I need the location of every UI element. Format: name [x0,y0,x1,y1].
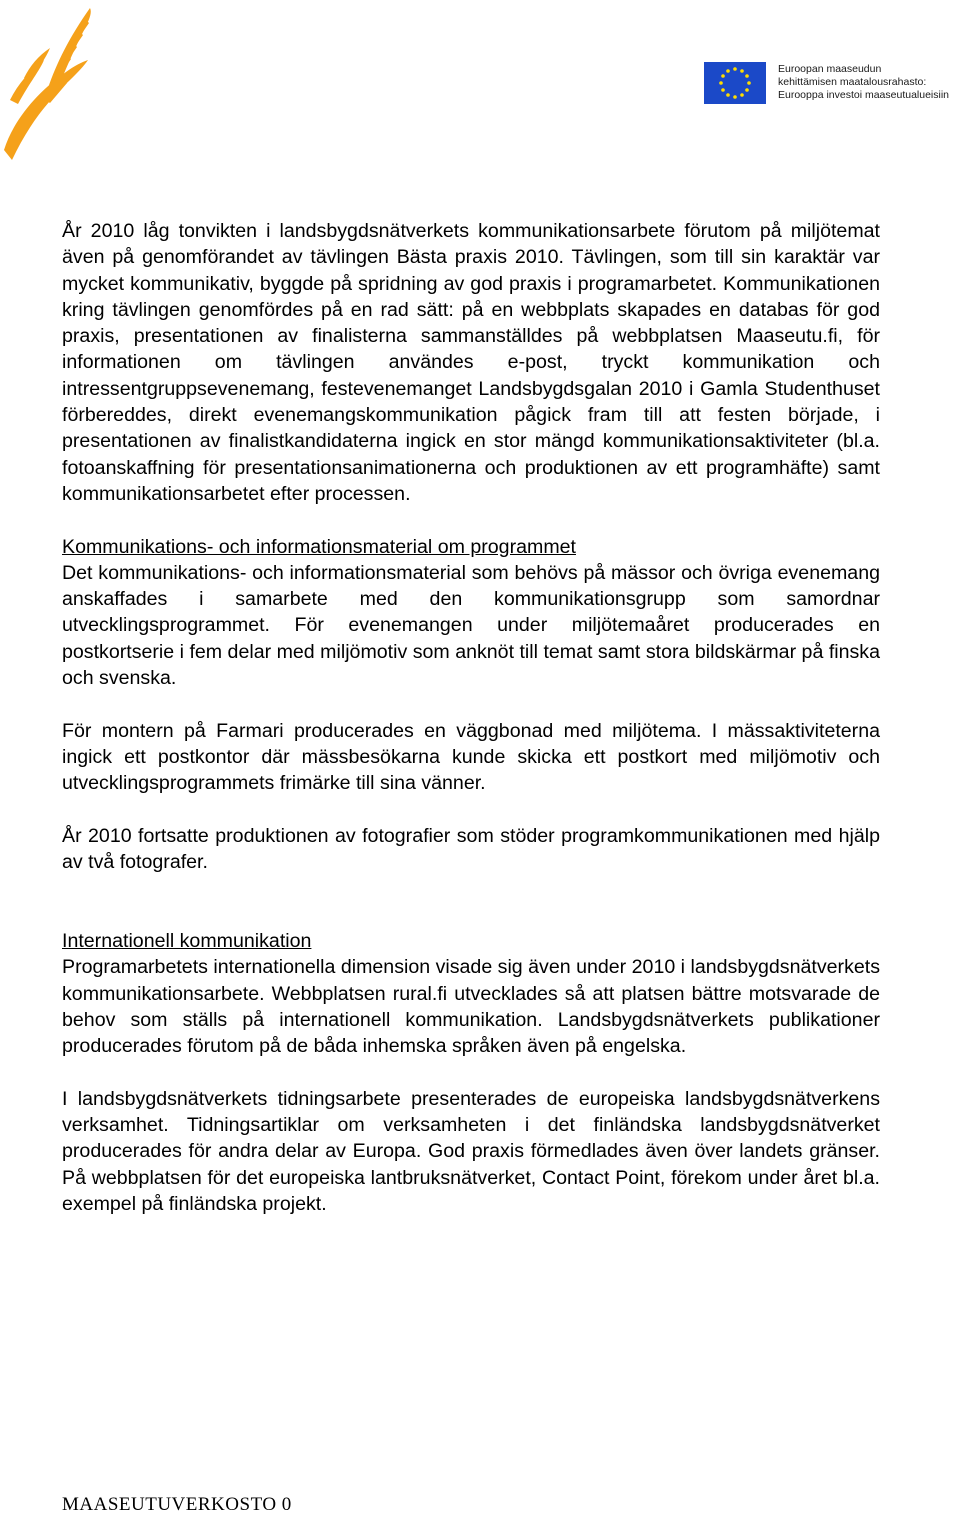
heading-communication-material: Kommunikations- och informationsmaterial om programmet [62,535,576,558]
footer-brand: MAASEUTUVERKOSTO 0 [62,1494,292,1515]
heading-international-communication: Internationell kommunikation [62,930,312,953]
paragraph-competition: År 2010 låg tonvikten i landsbygdsnätverkets kommunikationsarbete förutom på miljötemat även på genomförandet av tävlingen Bästa praxis 2010. Tävlingen, som till sin karaktär var mycket kommunikativ, byggde på spridning av god praxis i programarbetet. Kommunikationen kring tävlingen genomfördes på en rad sätt: på en webbplats skapades en databas för god praxis, presentationen av finalisterna sammanställdes på webbplatsen Maaseutu.fi, för informationen om tävlingen användes e-post, tryckt kommunikation och intressentgruppsevenemang, festevenemanget Landsbygdsgalan 2010 i Gamla Studenthuset förbereddes, direkt evenemangskommunikation pågick fram till att festen började, i presentationen av finalistkandidaterna ingick en stor mängd kommunikationsaktiviteter (bl.a. fotoanskaffning för presentationsanimationerna och produktionen av ett programhäfte) samt kommunikationsarbetet efter processen. [62,220,880,505]
landsbygdsnatverket-wheat-logo-icon [0,0,110,165]
paragraph-material: Det kommunikations- och informationsmaterial som behövs på mässor och övriga evenemang anskaffades i samarbete med den kommunikationsgrupp som samordnar utvecklingsprogrammet. För evenemangen under miljötemaåret producerades en postkortserie i fem delar med miljömotiv som anknöt till temat samt stora bildskärmar på finska och svenska. [62,561,880,690]
paragraph-farmari: För montern på Farmari producerades en väggbonad med miljötema. I mässaktiviteterna ingick ett postkontor där mässbesökarna kunde skicka ett postkort med miljömotiv och utvecklingsprogrammets frimärke till sina vänner. [62,719,880,795]
paragraph-international: Programarbetets internationella dimension visade sig även under 2010 i landsbygdsnätverkets kommunikationsarbete. Webbplatsen rural.fi utvecklades så att platsen bättre motsvarade de behov som ställs på internationell kommunikation. Landsbygdsnätverkets publikationer producerades förutom på de båda inhemska språken även på engelska. [62,956,880,1058]
eu-logo-text [778,63,960,102]
eu-text-line-1: Euroopan maaseudun [778,63,882,75]
eu-text-line-3: Eurooppa investoi maaseutualueisiin [778,89,950,101]
paragraph-photography: År 2010 fortsatte produktionen av fotografier som stöder programkommunikationen med hjälp av två fotografer. [62,824,880,874]
eu-logo [704,60,960,106]
paragraph-newspaper-work: I landsbygdsnätverkets tidningsarbete presenterades de europeiska landsbygdsnätverkens verksamhet. Tidningsartiklar om verksamheten i det finländska landsbygdsnätverket producerades för andra delar av Europa. God praxis förmedlades även över landets gränser. På webbplatsen för det europeiska lantbruksnätverket, Contact Point, förekom under året bl.a. exempel på finländska projekt. [62,1087,880,1215]
document-body [62,218,880,1217]
eu-flag-icon [704,62,766,104]
eu-text-line-2: kehittämisen maatalousrahasto: [778,76,927,88]
